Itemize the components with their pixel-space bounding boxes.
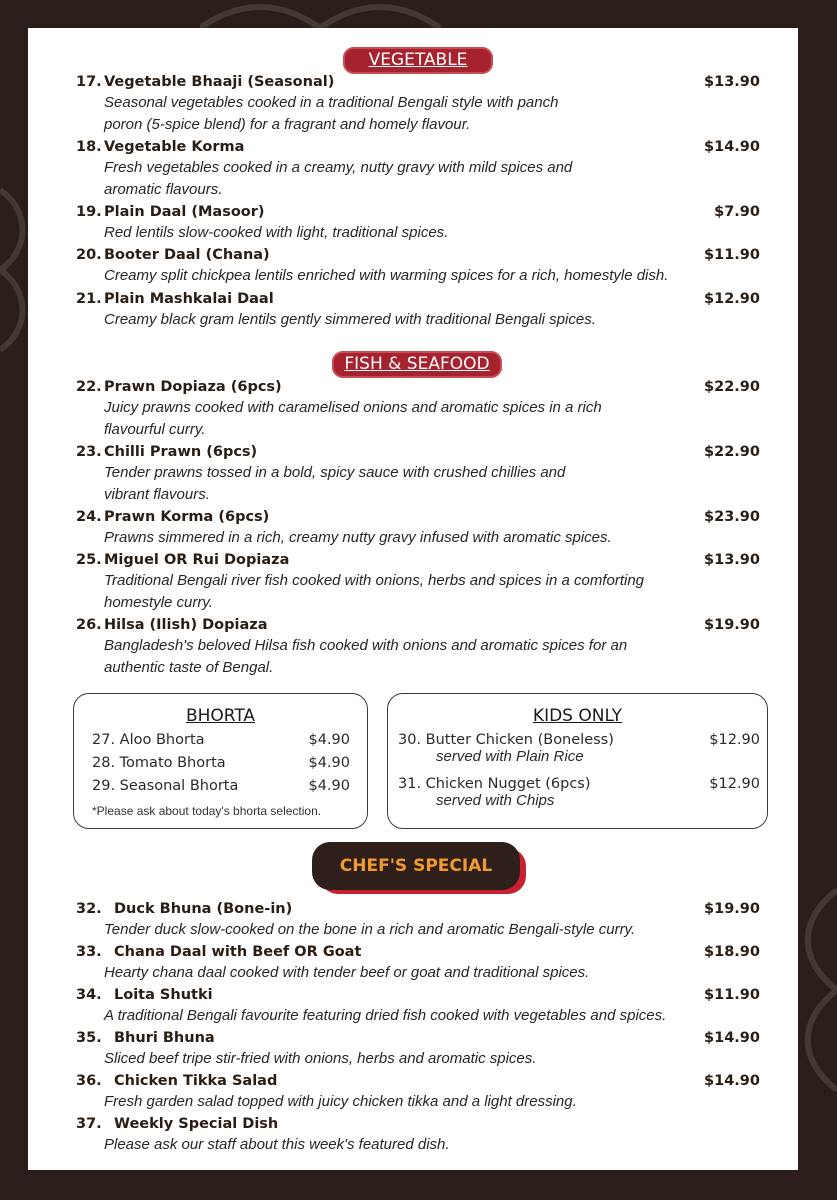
- item-price: $14.90: [704, 139, 760, 155]
- item-name-line: [76, 550, 760, 570]
- item-number: 36.: [76, 1073, 102, 1089]
- item-name: Loita Shutki: [114, 987, 213, 1003]
- kids-item: [398, 776, 760, 809]
- kids-item-side: served with Chips: [436, 792, 555, 809]
- ornament-top-icon: [200, 0, 460, 28]
- item-name-line: [76, 1071, 760, 1091]
- bhorta-item-name: 29. Seasonal Bhorta: [92, 778, 239, 794]
- item-description: Creamy split chickpea lentils enriched with warming spices for a rich, homestyle dish.: [104, 267, 669, 284]
- bhorta-item: [92, 732, 350, 748]
- section-header-vegetable: VEGETABLE: [343, 47, 493, 74]
- item-name-line: [76, 289, 760, 309]
- menu-item: [76, 289, 760, 331]
- section-header-chefs-special: CHEF'S SPECIAL: [312, 842, 520, 890]
- item-name-line: [76, 615, 760, 635]
- item-price: $18.90: [704, 944, 760, 960]
- bhorta-title: BHORTA: [185, 706, 256, 726]
- item-description: poron (5-spice blend) for a fragrant and homely flavour.: [104, 115, 471, 133]
- item-name-line: [76, 985, 760, 1005]
- item-name: Plain Daal (Masoor): [104, 204, 265, 220]
- bhorta-item-price: $4.90: [308, 755, 350, 771]
- item-number: 23.: [76, 444, 102, 460]
- item-description: Juicy prawns cooked with caramelised onions and aromatic spices in a rich: [104, 399, 602, 416]
- item-description: homestyle curry.: [104, 593, 213, 611]
- item-price: $22.90: [704, 444, 760, 460]
- item-number: 18.: [76, 139, 102, 155]
- item-price: $19.90: [704, 901, 760, 917]
- item-description: Please ask our staff about this week's featured dish.: [104, 1136, 450, 1153]
- item-number: 17.: [76, 74, 102, 90]
- item-number: 37.: [76, 1116, 102, 1132]
- item-price: $14.90: [704, 1030, 760, 1046]
- menu-item: [76, 1071, 760, 1113]
- item-name: Duck Bhuna (Bone-in): [114, 901, 293, 917]
- item-name-line: [76, 377, 760, 397]
- item-price: $13.90: [704, 552, 760, 568]
- item-description: Tender duck slow-cooked on the bone in a rich and aromatic Bengali-style curry.: [104, 921, 636, 938]
- item-price: $11.90: [704, 987, 760, 1003]
- item-name: Prawn Dopiaza (6pcs): [104, 379, 282, 395]
- item-description: Prawns simmered in a rich, creamy nutty gravy infused with aromatic spices.: [104, 529, 612, 546]
- ornament-left-icon: [0, 170, 30, 370]
- item-name: Chana Daal with Beef OR Goat: [114, 944, 362, 960]
- item-name: Hilsa (Ilish) Dopiaza: [104, 617, 268, 633]
- item-name: Chilli Prawn (6pcs): [104, 444, 258, 460]
- item-name-line: [76, 137, 760, 157]
- menu-item: [76, 985, 760, 1027]
- item-name-line: [76, 1028, 760, 1048]
- item-description: Fresh garden salad topped with juicy chicken tikka and a light dressing.: [104, 1093, 577, 1110]
- menu-item: [76, 137, 760, 200]
- section-header-fish-seafood: FISH & SEAFOOD: [332, 351, 502, 378]
- item-price: $19.90: [704, 617, 760, 633]
- bhorta-item-price: $4.90: [308, 732, 350, 748]
- kids-item-price: $12.90: [709, 776, 760, 792]
- kids-title: KIDS ONLY: [532, 706, 623, 726]
- menu-item: [76, 942, 760, 984]
- item-number: 35.: [76, 1030, 102, 1046]
- kids-box: [387, 693, 768, 829]
- menu-item: [76, 1028, 760, 1070]
- bhorta-item: [92, 755, 350, 771]
- item-description: Bangladesh's beloved Hilsa fish cooked with onions and aromatic spices for an: [104, 637, 628, 654]
- item-number: 19.: [76, 204, 102, 220]
- item-name-line: [76, 442, 760, 462]
- item-name-line: [76, 72, 760, 92]
- item-price: $7.90: [714, 204, 760, 220]
- item-name: Plain Mashkalai Daal: [104, 291, 274, 307]
- kids-item-price: $12.90: [709, 732, 760, 748]
- kids-item: [398, 732, 760, 765]
- item-description: Sliced beef tripe stir-fried with onions, herbs and aromatic spices.: [104, 1050, 537, 1067]
- item-name: Prawn Korma (6pcs): [104, 509, 270, 525]
- item-number: 32.: [76, 901, 102, 917]
- item-name-line: [76, 507, 760, 527]
- menu-item: [76, 615, 760, 678]
- item-number: 22.: [76, 379, 102, 395]
- bhorta-box: [73, 693, 368, 829]
- item-price: $22.90: [704, 379, 760, 395]
- bhorta-item-price: $4.90: [308, 778, 350, 794]
- menu-item: [76, 899, 760, 941]
- item-name: Miguel OR Rui Dopiaza: [104, 552, 290, 568]
- item-number: 21.: [76, 291, 102, 307]
- menu-item: [76, 245, 760, 287]
- item-price: $11.90: [704, 247, 760, 263]
- item-name-line: [76, 1114, 760, 1134]
- item-price: $23.90: [704, 509, 760, 525]
- item-name-line: [76, 245, 760, 265]
- item-number: 25.: [76, 552, 102, 568]
- menu-item: [76, 1114, 760, 1156]
- item-number: 33.: [76, 944, 102, 960]
- menu-item: [76, 202, 760, 244]
- item-name: Chicken Tikka Salad: [114, 1073, 278, 1089]
- item-description: Seasonal vegetables cooked in a traditional Bengali style with panch: [104, 94, 559, 111]
- item-name: Weekly Special Dish: [114, 1116, 279, 1132]
- item-name: Vegetable Bhaaji (Seasonal): [104, 74, 335, 90]
- item-description: flavourful curry.: [104, 420, 206, 438]
- item-price: $13.90: [704, 74, 760, 90]
- item-description: authentic taste of Bengal.: [104, 658, 274, 676]
- item-description: Traditional Bengali river fish cooked with onions, herbs and spices in a comforting: [104, 572, 644, 589]
- item-name: Booter Daal (Chana): [104, 247, 270, 263]
- item-price: $14.90: [704, 1073, 760, 1089]
- item-number: 24.: [76, 509, 102, 525]
- item-description: Red lentils slow-cooked with light, traditional spices.: [104, 224, 449, 241]
- item-description: aromatic flavours.: [104, 180, 223, 198]
- item-number: 26.: [76, 617, 102, 633]
- bhorta-note: *Please ask about today's bhorta selection.: [92, 804, 322, 818]
- item-number: 34.: [76, 987, 102, 1003]
- item-name: Bhuri Bhuna: [114, 1030, 215, 1046]
- bhorta-item-name: 28. Tomato Bhorta: [92, 755, 226, 771]
- ornament-right-icon: [798, 880, 837, 1100]
- kids-item-name: 31. Chicken Nugget (6pcs): [398, 776, 591, 792]
- menu-item: [76, 442, 760, 505]
- menu-item: [76, 550, 760, 613]
- item-name-line: [76, 899, 760, 919]
- item-description: Creamy black gram lentils gently simmered with traditional Bengali spices.: [104, 311, 596, 328]
- item-name-line: [76, 202, 760, 222]
- item-description: Fresh vegetables cooked in a creamy, nutty gravy with mild spices and: [104, 159, 573, 176]
- bhorta-item-name: 27. Aloo Bhorta: [92, 732, 205, 748]
- item-description: Hearty chana daal cooked with tender beef or goat and traditional spices.: [104, 964, 590, 981]
- menu-item: [76, 507, 760, 549]
- item-price: $12.90: [704, 291, 760, 307]
- kids-item-name: 30. Butter Chicken (Boneless): [398, 732, 614, 748]
- item-name-line: [76, 942, 760, 962]
- item-number: 20.: [76, 247, 102, 263]
- menu-item: [76, 72, 760, 135]
- item-description: vibrant flavours.: [104, 485, 210, 503]
- menu-item: [76, 377, 760, 440]
- kids-item-side: served with Plain Rice: [436, 748, 584, 765]
- bhorta-item: [92, 778, 350, 794]
- item-name: Vegetable Korma: [104, 139, 245, 155]
- item-description: A traditional Bengali favourite featuring dried fish cooked with vegetables and spices.: [104, 1007, 667, 1024]
- item-description: Tender prawns tossed in a bold, spicy sauce with crushed chillies and: [104, 464, 566, 481]
